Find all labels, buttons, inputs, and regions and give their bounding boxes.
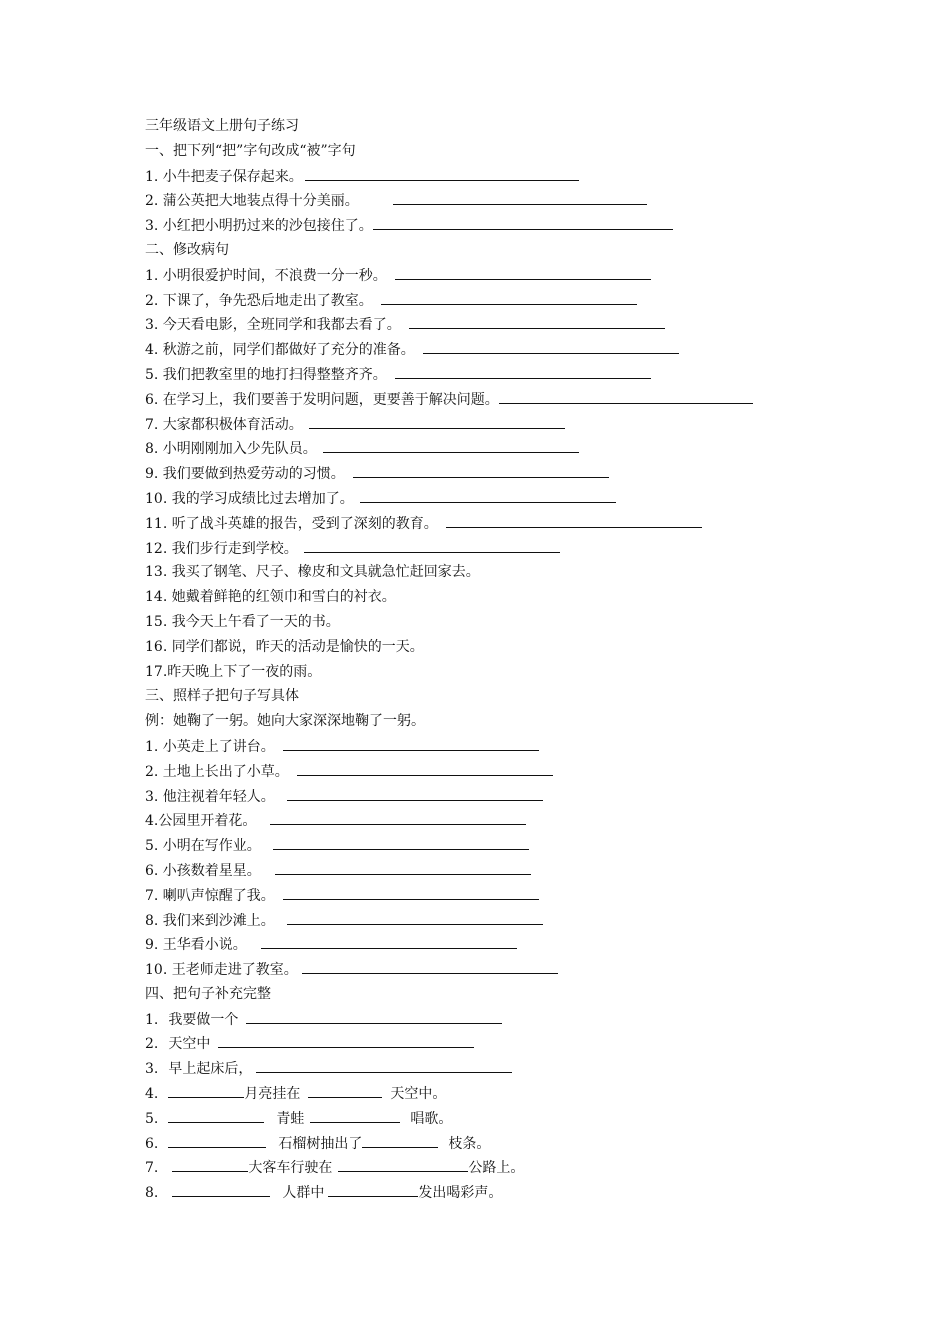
exercise-text: 石榴树抽出了 [278,1135,363,1152]
answer-blank[interactable] [168,1081,244,1098]
example-line: 例：她鞠了一躬。她向大家深深地鞠了一躬。 [145,713,425,730]
exercise-item [145,808,845,833]
answer-blank[interactable] [373,213,673,230]
exercise-item [145,734,845,759]
answer-blank[interactable] [499,387,753,404]
exercise-item [145,536,845,561]
exercise-item [145,164,845,189]
section-4-heading: 四、把句子补充完整 [145,985,271,1002]
exercise-item [145,1056,845,1081]
exercise-item [145,957,845,982]
exercise-item: 13. 我买了钢笔、尺子、橡皮和文具就急忙赶回家去。 [145,564,480,581]
section-2-heading: 二、修改病句 [145,241,229,258]
exercise-text: 9. 我们要做到热爱劳动的习惯。 [145,466,345,483]
answer-blank[interactable] [261,932,517,949]
exercise-text: 早上起床后， [168,1061,253,1078]
item-number: 7. [145,1160,159,1177]
exercise-text: 2. 蒲公英把大地装点得十分美丽。 [145,193,359,210]
exercise-text: 6. 在学习上，我们要善于发明问题，更要善于解决问题。 [145,391,499,408]
exercise-item [145,858,845,883]
exercise-text: 4. 秋游之前，同学们都做好了充分的准备。 [145,342,415,359]
exercise-item: 15. 我今天上午看了一天的书。 [145,613,340,630]
exercise-text: 1. 小明很爱护时间，不浪费一分一秒。 [145,267,387,284]
exercise-item: 16. 同学们都说，昨天的活动是愉快的一天。 [145,638,424,655]
exercise-item [145,784,845,809]
exercise-item [145,188,845,213]
exercise-item [145,932,845,957]
item-number: 1. [145,1011,159,1028]
answer-blank[interactable] [246,1007,502,1024]
exercise-item [145,1031,845,1056]
exercise-text: 10. 王老师走进了教室。 [145,962,298,979]
exercise-item [145,461,845,486]
exercise-text: 8. 我们来到沙滩上。 [145,912,275,929]
exercise-item: 17.昨天晚上下了一夜的雨。 [145,663,322,680]
exercise-text: 5. 小明在写作业。 [145,838,261,855]
answer-blank[interactable] [302,957,558,974]
exercise-item [145,436,845,461]
exercise-text: 4.公园里开着花。 [145,813,257,830]
exercise-item [145,1180,845,1205]
answer-blank[interactable] [308,1081,382,1098]
answer-blank[interactable] [297,759,553,776]
exercise-text: 1. 小英走上了讲台。 [145,738,275,755]
exercise-item [145,908,845,933]
exercise-text: 天空中。 [390,1086,447,1103]
answer-blank[interactable] [270,808,526,825]
answer-blank[interactable] [393,188,647,205]
exercise-text: 青蛙 [276,1110,305,1127]
answer-blank[interactable] [446,511,702,528]
item-number: 4. [145,1086,159,1103]
exercise-item [145,412,845,437]
exercise-item [145,1081,845,1106]
exercise-item [145,511,845,536]
exercise-item [145,213,845,238]
exercise-text: 3. 小红把小明扔过来的沙包接住了。 [145,218,373,235]
exercise-text: 5. 我们把教室里的地打扫得整整齐齐。 [145,366,387,383]
answer-blank[interactable] [305,164,579,181]
worksheet [145,114,845,1205]
exercise-text: 6. 小孩数着星星。 [145,862,261,879]
exercise-item [145,288,845,313]
exercise-text: 7. 大家都积极体育活动。 [145,416,303,433]
answer-blank[interactable] [287,908,543,925]
exercise-text: 7. 喇叭声惊醒了我。 [145,887,275,904]
exercise-item [145,1106,845,1131]
worksheet-title: 三年级语文上册句子练习 [145,118,299,134]
exercise-text: 10. 我的学习成绩比过去增加了。 [145,490,354,507]
answer-blank[interactable] [304,536,560,553]
exercise-text: 3. 今天看电影，全班同学和我都去看了。 [145,317,401,334]
answer-blank[interactable] [168,1131,266,1148]
answer-blank[interactable] [310,1106,400,1123]
answer-blank[interactable] [218,1031,474,1048]
answer-blank[interactable] [328,1180,418,1197]
answer-blank[interactable] [338,1155,468,1172]
exercise-item [145,362,845,387]
answer-blank[interactable] [283,883,539,900]
answer-blank[interactable] [395,362,651,379]
exercise-text: 公路上。 [468,1160,525,1177]
exercise-item [145,833,845,858]
exercise-text: 大客车行驶在 [248,1160,333,1177]
answer-blank[interactable] [275,858,531,875]
item-number: 3. [145,1061,159,1078]
exercise-item: 14. 她戴着鲜艳的红领巾和雪白的衬衣。 [145,589,396,606]
exercise-text: 8. 小明刚刚加入少先队员。 [145,441,317,458]
answer-blank[interactable] [273,833,529,850]
answer-blank[interactable] [168,1106,264,1123]
exercise-item [145,1131,845,1156]
exercise-text: 唱歌。 [410,1110,453,1127]
answer-blank[interactable] [256,1056,512,1073]
answer-blank[interactable] [283,734,539,751]
exercise-item [145,312,845,337]
exercise-text: 2. 下课了，争先恐后地走出了教室。 [145,292,373,309]
exercise-item [145,486,845,511]
answer-blank[interactable] [309,412,565,429]
exercise-text: 11. 听了战斗英雄的报告，受到了深刻的教育。 [145,515,438,532]
exercise-item [145,337,845,362]
item-number: 2. [145,1036,159,1053]
answer-blank[interactable] [353,461,609,478]
exercise-item [145,1155,845,1180]
exercise-text: 3. 他注视着年轻人。 [145,788,275,805]
exercise-item [145,263,845,288]
answer-blank[interactable] [287,784,543,801]
exercise-text: 我要做一个 [168,1011,239,1028]
item-number: 5. [145,1110,159,1127]
item-number: 6. [145,1135,159,1152]
answer-blank[interactable] [395,263,651,280]
exercise-text: 2. 土地上长出了小草。 [145,763,289,780]
exercise-text: 发出喝彩声。 [418,1185,503,1202]
exercise-item [145,759,845,784]
item-number: 8. [145,1185,159,1202]
answer-blank[interactable] [423,337,679,354]
exercise-text: 月亮挂在 [244,1086,301,1103]
answer-blank[interactable] [172,1155,248,1172]
exercise-item [145,883,845,908]
answer-blank[interactable] [381,288,637,305]
exercise-text: 1. 小牛把麦子保存起来。 [145,168,303,185]
exercise-text: 天空中 [168,1036,211,1053]
section-1-heading: 一、把下列“把”字句改成“被”字句 [145,142,356,159]
answer-blank[interactable] [323,436,579,453]
exercise-text: 人群中 [282,1185,325,1202]
exercise-item [145,387,845,412]
answer-blank[interactable] [172,1180,270,1197]
exercise-item [145,1007,845,1032]
exercise-text: 9. 王华看小说。 [145,937,247,954]
section-3-heading: 三、照样子把句子写具体 [145,688,299,705]
exercise-text: 12. 我们步行走到学校。 [145,540,298,557]
answer-blank[interactable] [409,312,665,329]
answer-blank[interactable] [360,486,616,503]
answer-blank[interactable] [362,1131,438,1148]
exercise-text: 枝条。 [448,1135,491,1152]
